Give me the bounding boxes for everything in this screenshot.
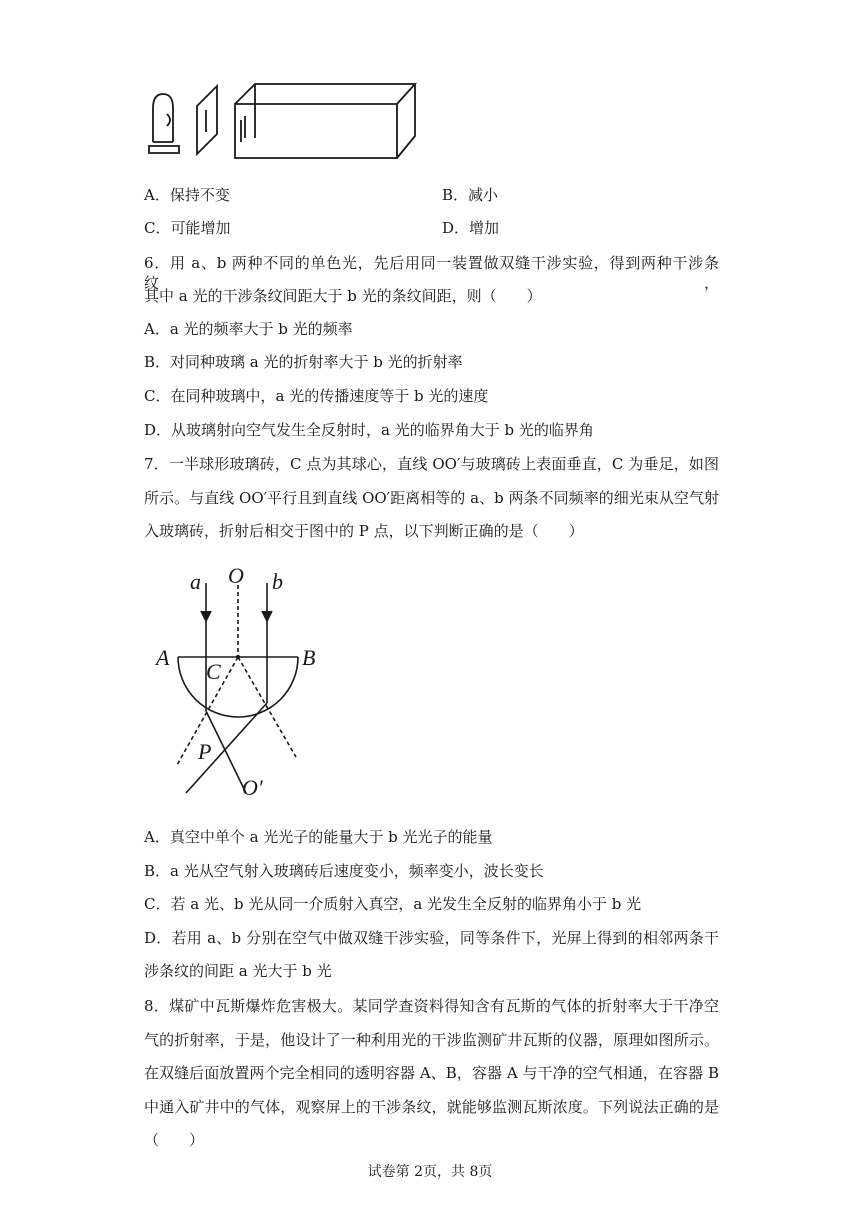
q8-line4: 中通入矿井中的气体，观察屏上的干涉条纹，就能够监测瓦斯浓度。下列说法正确的是 (144, 1098, 719, 1116)
q6-option-a: A．a 光的频率大于 b 光的频率 (144, 320, 353, 338)
page-footer: 试卷第 2页，共 8页 (367, 1164, 493, 1180)
slit-box-figure (145, 80, 425, 160)
q5-option-c: C．可能增加 (144, 219, 231, 237)
q5-option-d: D．增加 (442, 219, 500, 237)
q8-line3: 在双缝后面放置两个完全相同的透明容器 A、B，容器 A 与干净的空气相通，在容器 B (144, 1064, 719, 1082)
q6-stem-line2: 其中 a 光的干涉条纹间距大于 b 光的条纹间距，则（ ） (144, 287, 542, 305)
q7-stem-line2: 所示。与直线 OO′平行且到直线 OO′距离相等的 a、b 两条不同频率的细光束从空气射 (144, 489, 719, 507)
label-B: B (302, 645, 316, 670)
hemisphere-glass-figure (150, 555, 350, 805)
q7-option-d-cont: 涉条纹的间距 a 光大于 b 光 (144, 962, 332, 980)
q6-option-d: D．从玻璃射向空气发生全反射时，a 光的临界角大于 b 光的临界角 (144, 421, 594, 439)
q7-stem-line1: 7．一半球形玻璃砖，C 点为其球心，直线 OO′与玻璃砖上表面垂直，C 为垂足，如图 (144, 455, 719, 473)
label-a: a (190, 569, 201, 594)
q8-line1: 8．煤矿中瓦斯爆炸危害极大。某同学查资料得知含有瓦斯的气体的折射率大于干净空 (144, 997, 719, 1015)
q6-option-c: C．在同种玻璃中，a 光的传播速度等于 b 光的速度 (144, 387, 489, 405)
q8-line2: 气的折射率，于是，他设计了一种利用光的干涉监测矿井瓦斯的仪器，原理如图所示。 (144, 1031, 719, 1049)
q5-option-b: B．减小 (442, 186, 499, 204)
label-P: P (198, 739, 212, 764)
label-A: A (156, 645, 170, 670)
label-C: C (206, 659, 221, 684)
q7-option-a: A．真空中单个 a 光光子的能量大于 b 光光子的能量 (144, 828, 493, 846)
q7-stem-line3: 入玻璃砖，折射后相交于图中的 P 点，以下判断正确的是（ ） (144, 522, 584, 540)
label-o: O (228, 563, 244, 588)
q5-option-a: A．保持不变 (144, 186, 230, 204)
label-o-prime: O′ (242, 775, 263, 800)
q6-option-b: B．对同种玻璃 a 光的折射率大于 b 光的折射率 (144, 353, 463, 371)
q7-option-b: B．a 光从空气射入玻璃砖后速度变小，频率变小，波长变长 (144, 862, 544, 880)
label-b: b (272, 569, 283, 594)
q6-stem-line1: 6．用 a、b 两种不同的单色光，先后用同一装置做双缝干涉实验，得到两种干涉条纹， (144, 254, 719, 292)
q7-option-c: C．若 a 光、b 光从同一介质射入真空，a 光发生全反射的临界角小于 b 光 (144, 895, 642, 913)
q8-line5: （ ） (144, 1131, 205, 1149)
q7-option-d: D．若用 a、b 分别在空气中做双缝干涉实验，同等条件下，光屏上得到的相邻两条干 (144, 929, 719, 947)
